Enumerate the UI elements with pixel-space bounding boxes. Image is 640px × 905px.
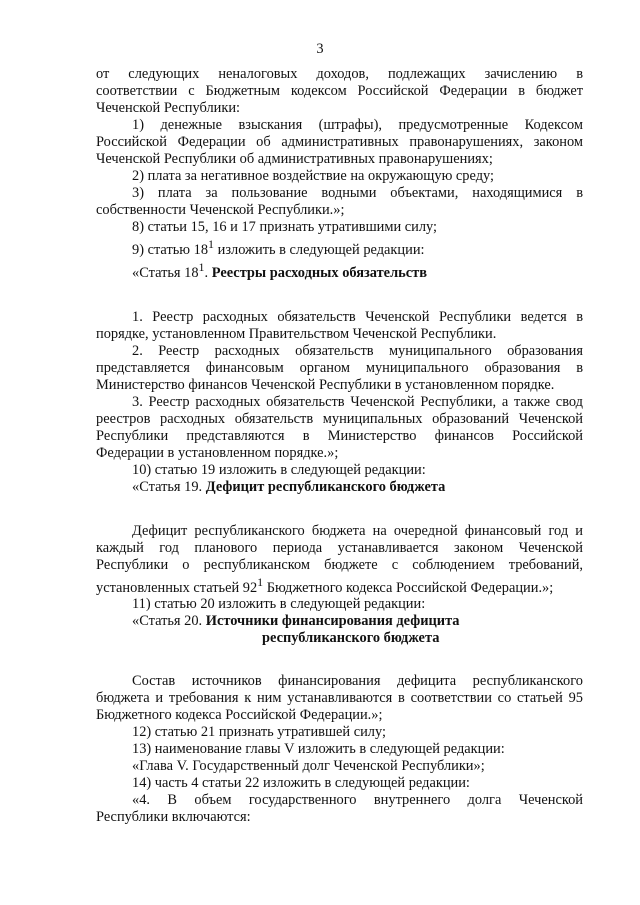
- paragraph-item-13: 13) наименование главы V изложить в следующей редакции:: [132, 741, 505, 758]
- article-18-heading: [96, 259, 583, 282]
- article-18-part-1: [96, 309, 583, 343]
- text-line: [96, 574, 583, 597]
- text-span: изложить в следующей редакции:: [214, 241, 425, 258]
- paragraph-part-4: [96, 792, 583, 826]
- article-label: «Статья 19.: [132, 478, 206, 495]
- text-line: 3) плата за пользование водными объектами, находящимися в: [132, 185, 583, 201]
- superscript: 1: [257, 574, 264, 589]
- document-body: [96, 66, 583, 826]
- text-line: Чеченской Республики об административных правонарушениях;: [96, 151, 493, 167]
- paragraph-item-2: 2) плата за негативное воздействие на окружающую среду;: [132, 168, 495, 184]
- text-line: представляется финансовым органом муниципального образования в: [96, 359, 583, 376]
- text-line: собственности Чеченской Республики.»;: [96, 202, 345, 218]
- spacer: [96, 647, 583, 673]
- paragraph-nontax-revenues: [96, 66, 583, 117]
- paragraph-chapter-title: «Глава V. Государственный долг Чеченской Республики»;: [132, 758, 485, 775]
- paragraph-item-10: 10) статью 19 изложить в следующей редакции:: [132, 461, 426, 478]
- text-span: 9) статью 18: [132, 241, 209, 258]
- text-line: 1. Реестр расходных обязательств Чеченской Республики ведется в: [132, 308, 583, 325]
- text-line: 1) денежные взыскания (штрафы), предусмотренные Кодексом: [132, 117, 583, 133]
- text-line: соответствии с Бюджетным кодексом Российской Федерации в бюджет: [96, 83, 583, 99]
- article-18-part-3: [96, 394, 583, 462]
- paragraph-item-14: 14) часть 4 статьи 22 изложить в следующей редакции:: [132, 775, 470, 792]
- text-line: 2. Реестр расходных обязательств муниципального образования: [132, 342, 583, 359]
- text-line: реестров расходных обязательств муниципальных образований Чеченской: [96, 410, 583, 427]
- superscript: 1: [198, 259, 205, 274]
- text-line: Бюджетного кодекса Российской Федерации.»;: [96, 707, 383, 724]
- text-line: порядке, установленном Правительством Чеченской Республики.: [96, 325, 497, 342]
- text-line: «4. В объем государственного внутреннего долга Чеченской: [132, 792, 583, 809]
- article-title: республиканского бюджета: [262, 630, 440, 647]
- text-line: бюджета и требования к ним устанавливаются в соответствии со статьей 95: [96, 690, 583, 707]
- text-line: Состав источников финансирования дефицита республиканского: [132, 673, 583, 690]
- text-line: Чеченской Республики:: [96, 100, 241, 116]
- paragraph-item-9: [96, 236, 583, 259]
- article-title: Источники финансирования дефицита: [205, 613, 460, 630]
- text-span: Бюджетного кодекса Российской Федерации.»;: [263, 579, 554, 596]
- text-line: от следующих неналоговых доходов, подлежащих зачислению в: [96, 66, 583, 82]
- text-span: .: [204, 264, 212, 281]
- paragraph-item-1: [96, 117, 583, 168]
- text-line: каждый год планового периода устанавливается законом Чеченской: [96, 539, 583, 556]
- spacer: [96, 282, 583, 309]
- text-line: 3. Реестр расходных обязательств Чеченской Республики, а также свод: [132, 393, 583, 410]
- paragraph-item-3: [96, 185, 583, 219]
- text-line: Республики представляются в Министерство финансов Российской: [96, 427, 583, 444]
- paragraph-item-11: 11) статью 20 изложить в следующей редакции:: [132, 596, 426, 613]
- article-label: «Статья 18: [132, 264, 199, 281]
- text-line: Республики включаются:: [96, 809, 251, 826]
- article-20-heading-line-2: [96, 630, 583, 647]
- article-18-part-2: [96, 343, 583, 394]
- article-label: «Статья 20.: [132, 613, 206, 630]
- text-span: установленных статьей 92: [96, 579, 258, 596]
- paragraph-item-8: 8) статьи 15, 16 и 17 признать утратившими силу;: [132, 219, 438, 235]
- text-line: Российской Федерации об административных правонарушениях, законом: [96, 134, 583, 150]
- article-title: Дефицит республиканского бюджета: [205, 478, 446, 495]
- text-line: Министерство финансов Чеченской Республики в установленном порядке.: [96, 376, 555, 393]
- paragraph-item-12: 12) статью 21 признать утратившей силу;: [132, 724, 386, 741]
- article-19-text: [96, 523, 583, 597]
- article-title: Реестры расходных обязательств: [211, 264, 427, 281]
- article-20-text: [96, 673, 583, 724]
- article-20-heading: [96, 613, 583, 630]
- text-line: Дефицит республиканского бюджета на очередной финансовый год и: [132, 522, 583, 539]
- text-line: Республики о республиканском бюджете с соблюдением требований,: [96, 556, 583, 573]
- superscript: 1: [208, 237, 215, 251]
- page-number: 3: [316, 41, 324, 57]
- text-line: Федерации в установленном порядке.»;: [96, 444, 339, 461]
- spacer: [96, 496, 583, 523]
- article-19-heading: [96, 479, 583, 496]
